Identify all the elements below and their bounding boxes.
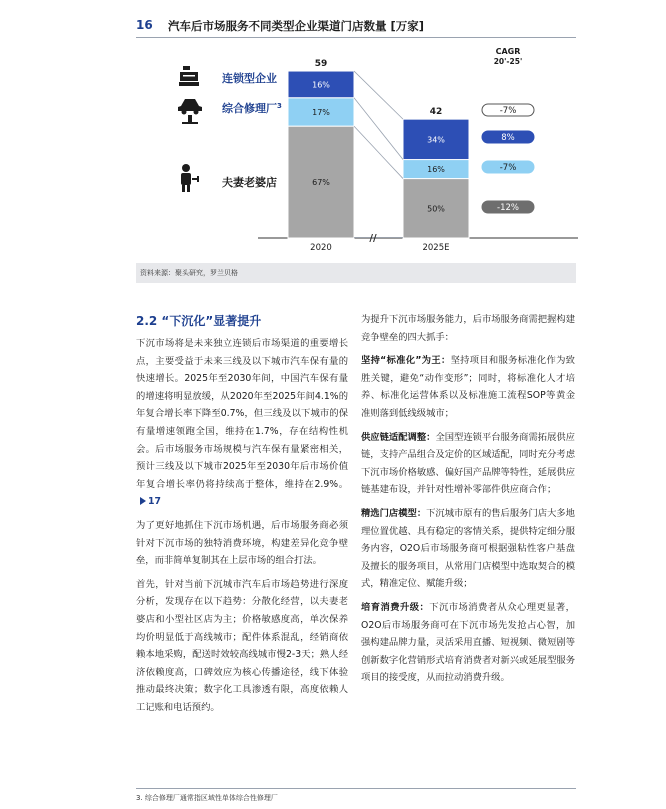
footnote: 3. 综合修理厂通常指区域性单体综合性修理厂 (136, 794, 278, 802)
segment-label: 50% (427, 204, 445, 214)
car-lift-icon (182, 122, 198, 124)
legend-superscript: 3 (277, 102, 282, 110)
category-label: 2020 (310, 243, 332, 253)
cash-register-icon (183, 66, 190, 70)
paragraph-1-text: 下沉市场将是未来独立连锁后市场渠道的重要增长点，主要受益于未来三线及以下城市汽车保有量的快速增长。2025年至2030年间，中国汽车保有量的增速将明显放缓，从2020年至2025年间4.1%的年复合增长率下降至0.7%，但三线及以下城市的保有量增速领跑全国，维持在1.7%，存在结构性机会。后市场服务市场规模与汽车保有量紧密相关，预计三线及以下城市2025年至2030年后市场价值年复合增长率仍将持续高于整体，维持在2.9%。 (136, 338, 348, 490)
strategy-label: 精选门店模型： (361, 507, 427, 519)
connector-line (354, 98, 403, 160)
strategy-label: 供应链适配调整： (361, 431, 436, 443)
segment-label: 34% (427, 135, 445, 145)
bar-total-label: 42 (429, 107, 443, 118)
paragraph-1 (136, 335, 348, 511)
figure-title: 汽车后市场服务不同类型企业渠道门店数量 [万家] (168, 19, 425, 33)
section-heading: 2.2 “下沉化”显著提升 (136, 314, 262, 328)
segment-label: 67% (312, 178, 330, 188)
reference-arrow-icon (140, 497, 146, 505)
cash-register-icon (183, 75, 195, 77)
mechanic-person-icon (182, 185, 185, 192)
strategy-item (361, 352, 575, 422)
cagr-period: 20'-25' (493, 57, 523, 66)
mechanic-person-icon (181, 173, 191, 185)
legend-label: 连锁型企业 (222, 72, 277, 85)
bar-total-label: 59 (314, 59, 328, 70)
legend-label: 夫妻老婆店 (222, 176, 277, 189)
cagr-value: -12% (497, 203, 519, 213)
segment-label: 16% (312, 80, 330, 90)
cagr-value: 8% (501, 133, 515, 143)
strategy-item (361, 429, 575, 499)
figure-number: 16 (136, 18, 153, 32)
connector-line (354, 126, 403, 178)
strategy-text: 下沉城市原有的售后服务门店大多地理位置优越、具有稳定的客情关系，提供特定细分服务内容，O2O后市场服务商可根据强粘性客户基盘及擅长的服务项目，从常用门店模型中选取契合的模式，精准定位、赋能升级； (361, 507, 575, 590)
left-column (136, 311, 348, 722)
cagr-value: -7% (499, 106, 517, 116)
segment-label: 17% (312, 107, 330, 117)
reference-link[interactable]: 17 (148, 496, 161, 508)
strategy-label: 坚持“标准化”为王： (361, 355, 451, 367)
stacked-bar-chart (0, 40, 666, 262)
axis-break-mark: // (369, 233, 377, 244)
segment-label: 16% (427, 165, 445, 175)
mechanic-person-icon (197, 176, 199, 182)
car-lift-icon (188, 115, 192, 122)
source-text: 资料来源：聚头研究，罗兰贝格 (140, 269, 238, 277)
paragraph-2: 为了更好地抓住下沉市场机遇，后市场服务商必须针对下沉市场的独特消费环境，构建差异化竞争壁垒，而非简单复制其在上层市场的组合打法。 (136, 519, 348, 567)
figure-header (136, 14, 576, 38)
connector-line (354, 71, 403, 119)
mechanic-person-icon (187, 185, 190, 192)
right-intro: 为提升下沉市场服务能力，后市场服务商需把握构建竞争壁垒的四大抓手： (361, 314, 575, 343)
strategy-text: 下沉市场消费者从众心理更显著，O2O后市场服务商可在下沉市场先发抢占心智，加强构建品牌力量，灵活采用直播、短视频、微短剧等创新数字化营销形式培育消费者对新兴或延展型服务项目的接受度，从而拉动消费升级。 (361, 601, 575, 684)
cagr-value: -7% (499, 163, 517, 173)
strategy-text: 全国型连锁平台服务商需拓展供应链，支持产品组合及定价的区域适配，同时充分考虑下沉市场价格敏感、偏好国产品牌等特性，延展供应链基建布设，并针对性增补零部件供应商合作； (361, 431, 575, 496)
car-lift-icon (178, 99, 202, 111)
cash-register-icon (179, 82, 199, 86)
category-label: 2025E (422, 243, 450, 253)
source-bar (136, 263, 576, 283)
paragraph-3: 首先，针对当前下沉城市汽车后市场趋势进行深度分析，发现存在以下趋势：分散化经营，以夫妻老婆店和小型社区店为主；价格敏感度高，单次保养均价明显低于高线城市；配件体系混乱，经销商依赖本地采购，配送时效较高线城市慢2-3天；熟人经济依赖度高，口碑效应为核心传播途径，线下体验推动最终决策；数字化工具渗透有限，高度依赖人工记账和电话预约。 (136, 578, 348, 713)
strategy-label: 培育消费升级： (361, 601, 430, 613)
legend-label: 综合修理厂$^3$ (222, 102, 282, 115)
strategy-item (361, 599, 575, 687)
car-lift-icon (194, 110, 199, 115)
cagr-header: CAGR (495, 47, 521, 56)
car-lift-icon (182, 110, 187, 115)
mechanic-person-icon (182, 164, 190, 172)
strategy-item (361, 505, 575, 593)
strategy-text: 坚持项目和服务标准化作为致胜关键，避免“动作变形”；同时，将标准化人才培养、标准化运营体系以及标准施工流程SOP等黄金准则落到低线级城市； (361, 355, 575, 419)
right-column (361, 311, 575, 693)
footer-divider (136, 788, 576, 789)
